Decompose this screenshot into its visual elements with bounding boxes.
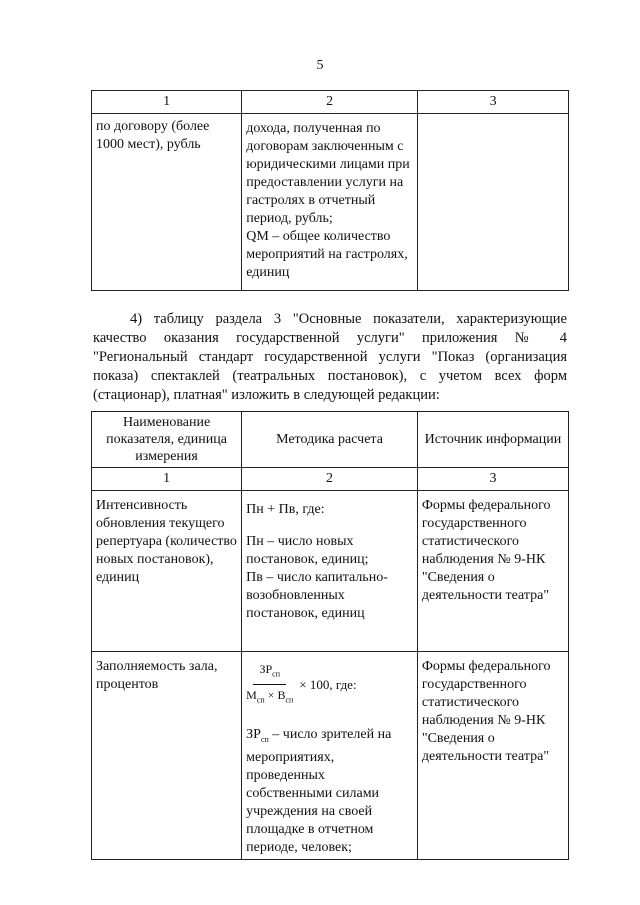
formula-denominator-b-subscript: сп — [285, 695, 294, 705]
method-line: юридическими лицами при — [246, 157, 410, 172]
source-cell — [418, 114, 569, 291]
method-cell — [242, 491, 418, 652]
method-line: дохода, полученная по — [246, 121, 381, 136]
method-line: Пн – число новых — [246, 534, 354, 549]
method-line: мероприятиях, — [246, 749, 335, 765]
indicator-name-cell: по договору (более 1000 мест), рубль — [92, 114, 242, 291]
method-line: собственными силами — [246, 785, 380, 801]
method-cell — [242, 114, 418, 291]
method-line: возобновленных — [246, 588, 345, 603]
variable-name: ЗР — [246, 726, 261, 742]
method-line: договорам заключенным с — [246, 139, 404, 154]
method-line: предоставлении услуги на — [246, 175, 404, 190]
method-line: единиц — [246, 265, 290, 280]
method-line: постановок, единиц — [246, 606, 365, 621]
method-line: Пв – число капитально- — [246, 570, 388, 585]
source-cell: Формы федерального государственного статистического наблюдения № 9-НК "Сведения о деятельности театра" — [417, 491, 568, 652]
column-number-1: 1 — [92, 91, 242, 114]
method-line: площадке в отчетном — [246, 821, 374, 837]
method-line: период, рубль; — [246, 211, 333, 226]
formula-operator: × — [267, 688, 275, 703]
method-line: учреждения на своей — [246, 803, 373, 819]
method-formula: Пн + Пв, где: — [246, 502, 325, 517]
occupancy-formula — [246, 660, 413, 710]
method-line — [246, 726, 413, 749]
quality-indicators-table — [91, 411, 569, 860]
formula-numerator: ЗР — [259, 662, 273, 676]
header-source: Источник информации — [417, 412, 568, 468]
method-line: проведенных — [246, 767, 325, 783]
column-number-1: 1 — [92, 468, 242, 491]
variable-subscript: сп — [260, 734, 269, 744]
formula-denominator-b: В — [277, 688, 286, 703]
column-number-2: 2 — [242, 91, 418, 114]
formula-tail: × 100, где: — [299, 676, 357, 692]
method-line: гастролях в отчетный — [246, 193, 376, 208]
table-header-row — [92, 91, 569, 114]
table-row — [92, 114, 569, 291]
indicator-name-cell: Интенсивность обновления текущего репертуара (количество новых постановок), единиц — [92, 491, 242, 652]
table-row — [92, 491, 569, 652]
page-number: 5 — [316, 58, 324, 73]
method-line: QM – общее количество — [246, 229, 391, 244]
formula-numerator-subscript: сп — [272, 669, 280, 679]
formula-denominator-a: М — [246, 688, 257, 703]
method-line: периоде, человек; — [246, 839, 352, 855]
table-header-row — [92, 412, 569, 468]
method-line: мероприятий на гастролях, — [246, 247, 408, 262]
formula-denominator-a-subscript: сп — [256, 695, 265, 705]
header-method: Методика расчета — [242, 412, 418, 468]
method-cell — [242, 652, 418, 860]
header-indicator-name: Наименование показателя, единица измерения — [92, 412, 242, 468]
method-line: постановок, единиц; — [246, 552, 369, 567]
table-row — [92, 652, 569, 860]
column-number-row — [92, 468, 569, 491]
indicator-name-cell: Заполняемость зала, процентов — [92, 652, 242, 860]
variable-description: – число зрителей на — [268, 726, 392, 742]
source-cell: Формы федерального государственного статистического наблюдения № 9-НК "Сведения о деятельности театра" — [417, 652, 568, 860]
column-number-3: 3 — [418, 91, 569, 114]
table-continued — [91, 90, 569, 291]
formula-fraction — [246, 660, 293, 710]
column-number-2: 2 — [242, 468, 418, 491]
column-number-3: 3 — [417, 468, 568, 491]
amendment-paragraph: 4) таблицу раздела 3 "Основные показатели, характеризующие качество оказания государственной услуги" приложения № 4 "Региональный стандарт государственной услуги "Показ (организация показа) спектаклей (театральных постановок), с учетом всех форм (стационар), платная" изложить в следующей редакции: — [93, 311, 567, 403]
